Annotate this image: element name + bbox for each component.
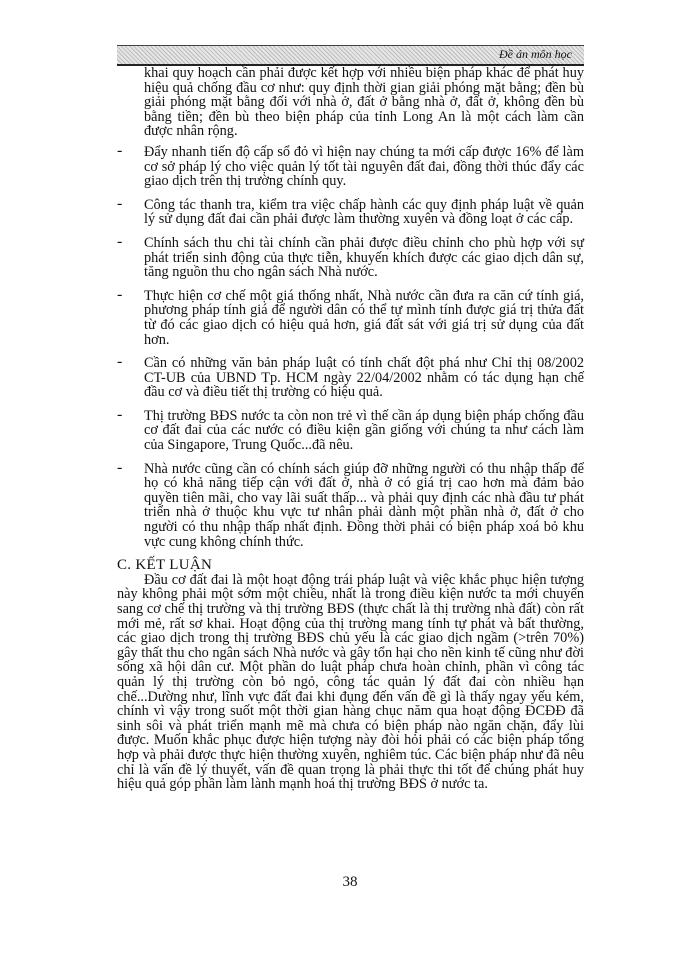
list-item-text: Chính sách thu chi tài chính cần phải được điều chỉnh cho phù hợp với sự phát triển sinh động của thực tiễn, khuyến khích được các giao dịch dân sự, tăng nguồn thu cho ngân sách Nhà nước.: [144, 234, 584, 281]
section-heading: C. KẾT LUẬN: [117, 557, 213, 574]
list-item: [117, 141, 584, 190]
bullet-dash: -: [117, 405, 123, 423]
bullet-dash: -: [117, 232, 123, 250]
bullet-dash: -: [117, 194, 123, 212]
bullet-dash: -: [117, 141, 123, 159]
list-item: [117, 405, 584, 454]
list-item: [117, 353, 584, 401]
bullet-dash: -: [117, 458, 123, 476]
page-body: [117, 66, 584, 792]
list-item-text: Cần có những văn bản pháp luật có tính chất đột phá như Chỉ thị 08/2002 CT-UB của UBND Tp. HCM ngày 22/04/2002 nhằm có tác dụng hạn chế đầu cơ và điều tiết thị trường có hiệu quả.: [144, 355, 584, 401]
list-item: [117, 232, 584, 281]
bullet-dash: -: [117, 285, 123, 303]
page-header: [117, 45, 584, 66]
list-item-text: Công tác thanh tra, kiểm tra việc chấp hành các quy định pháp luật về quản lý sử dụng đất đai cần phải được làm thường xuyên và đồng loạt ở các cấp.: [144, 196, 584, 228]
list-item: [117, 285, 584, 348]
page-number: 38: [342, 874, 358, 890]
bullet-dash: -: [117, 353, 123, 371]
list-item-text: Thị trường BĐS nước ta còn non trẻ vì thế cần áp dụng biện pháp chống đầu cơ đất đai của các nước có điều kiện gần giống với chúng ta như cách làm của Singapore, Trung Quốc...đã nêu.: [144, 407, 584, 454]
list-item: [117, 458, 584, 550]
conclusion-paragraph: Đầu cơ đất đai là một hoạt động trái pháp luật và việc khắc phục hiện tượng này không phải một sớm một chiều, nhất là trong điều kiện nước ta mới chuyển sang cơ chế thị trường và thị trường BĐS (thực chất là thị trường nhà đất) còn rất mới mẻ, rất sơ khai. Hoạt động của thị trường mang tính tự phát và bất thường, các giao dịch trong thị trường BĐS chủ yếu là các giao dịch ngầm (>trên 70%) gây thất thu cho ngân sách Nhà nước và gây tổn hại cho nền kinh tế cũng như đời sống xã hội dân cư. Một phần do luật pháp chưa hoàn chỉnh, phần vì công tác quản lý thị trường còn bỏ ngỏ, công tác quản lý đất đai còn nhiều hạn chế...Dường như, lĩnh vực đất đai khi đụng đến vấn đề gì là thấy ngay yếu kém, chính vì vậy trong suốt một thời gian hàng chục năm qua hoạt động ĐCĐĐ đã sinh sôi và phát triển mạnh mẽ mà chưa có biện pháp nào ngăn chặn, đẩy lùi được. Muốn khắc phục được hiện tượng này đòi hỏi phải có các biện pháp tổng hợp và phải được thực hiện thường xuyên, nghiêm túc. Các biện pháp như đã nêu chỉ là vấn đề lý thuyết, vấn đề quan trọng là phải thực thi tốt để chúng phát huy hiệu quả góp phần làm lành mạnh hoá thị trường BĐS ở nước ta.: [117, 571, 584, 793]
list-item-text: Thực hiện cơ chế một giá thống nhất, Nhà nước cần đưa ra căn cứ tính giá, phương pháp tính giá để người dân có thể tự mình tính được giá trị thửa đất từ đó các giao dịch có hiệu quả hơn, giá đất sát với giá trị sử dụng của đất hơn.: [144, 287, 584, 348]
header-title: Đề án môn học: [499, 47, 572, 61]
continuation-paragraph: khai quy hoạch cần phải được kết hợp với nhiều biện pháp khác để phát huy hiệu quả chống đầu cơ như: quy định thời gian giải phóng mặt bằng; đền bù giải phóng mặt bằng đối với nhà ở, đất ở bằng nhà ở, đất ở, không đền bù bằng tiền; đền bù theo biện pháp của tỉnh Long An là một cách làm cần được nhân rộng.: [144, 65, 584, 140]
list-item: [117, 194, 584, 228]
list-item-text: Đẩy nhanh tiến độ cấp sổ đỏ vì hiện nay chúng ta mới cấp được 16% để làm cơ sở pháp lý cho việc quản lý tốt tài nguyên đất đai, đồng thời thúc đẩy các giao dịch trên thị trường chính quy.: [144, 143, 584, 190]
list-item-text: Nhà nước cũng cần có chính sách giúp đỡ những người có thu nhập thấp để họ có khả năng tiếp cận với đất ở, nhà ở có giá trị cao hơn mà đảm bảo quyền tiên mãi, cho vay lãi suất thấp... và phải quy định các nhà đầu tư phát triển nhà ở thuộc khu vực tư nhân phải dành một phần nhà ở, đất ở cho người có thu nhập thấp nhất định. Đồng thời phải có biện pháp xoá bỏ khu vực cung không chính thức.: [144, 460, 584, 550]
